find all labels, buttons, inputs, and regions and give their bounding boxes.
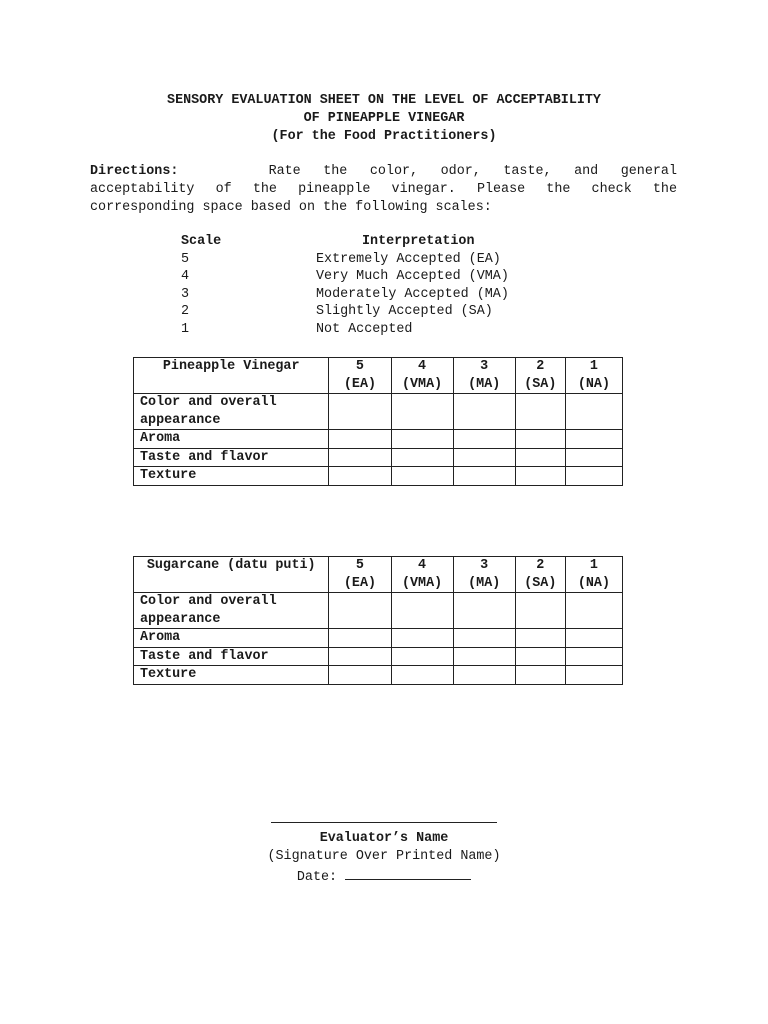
rating-header-5: 5 (EA) xyxy=(329,557,391,593)
evaluator-name-label: Evaluator’s Name xyxy=(319,831,449,846)
directions-label: Directions: xyxy=(90,164,179,179)
rating-cell[interactable] xyxy=(515,593,565,629)
rating-cell[interactable] xyxy=(565,647,622,666)
rating-cell[interactable] xyxy=(329,467,391,486)
table-row xyxy=(134,629,623,648)
rating-cell[interactable] xyxy=(453,394,515,430)
signature-block xyxy=(240,806,528,887)
rating-cell[interactable] xyxy=(453,629,515,648)
rating-header-5: 5 (EA) xyxy=(329,358,391,394)
date-line[interactable] xyxy=(345,866,471,880)
rating-cell[interactable] xyxy=(453,666,515,685)
table-row xyxy=(134,467,623,486)
rating-header-1: 1 (NA) xyxy=(565,358,622,394)
rating-cell[interactable] xyxy=(515,629,565,648)
scale-header: Scale xyxy=(181,234,222,249)
scale-legend xyxy=(181,233,509,339)
rating-cell[interactable] xyxy=(565,666,622,685)
rating-header-1: 1 (NA) xyxy=(565,557,622,593)
scale-value: 5 xyxy=(181,251,190,267)
rating-cell[interactable] xyxy=(565,467,622,486)
rating-header-3: 3 (MA) xyxy=(453,557,515,593)
attribute-label: Taste and flavor xyxy=(134,647,329,666)
rating-cell[interactable] xyxy=(453,467,515,486)
attribute-label: Color and overall appearance xyxy=(134,593,329,629)
scale-value: 1 xyxy=(181,321,190,337)
rating-cell[interactable] xyxy=(329,430,391,449)
sheet-title xyxy=(90,92,678,146)
attribute-label: Taste and flavor xyxy=(134,448,329,467)
rating-cell[interactable] xyxy=(453,593,515,629)
rating-cell[interactable] xyxy=(391,593,453,629)
signature-sub-label: (Signature Over Printed Name) xyxy=(267,849,501,864)
attribute-label: Texture xyxy=(134,467,329,486)
rating-header-2: 2 (SA) xyxy=(515,557,565,593)
title-line-2: OF PINEAPPLE VINEGAR xyxy=(303,111,465,126)
scale-interpretation: Not Accepted xyxy=(316,321,413,337)
rating-cell[interactable] xyxy=(391,666,453,685)
rating-cell[interactable] xyxy=(565,394,622,430)
rating-cell[interactable] xyxy=(515,666,565,685)
rating-cell[interactable] xyxy=(329,593,391,629)
table-row xyxy=(134,647,623,666)
table-row xyxy=(134,666,623,685)
directions-line-2: acceptability of the pineapple vinegar. Please the check the xyxy=(90,182,677,197)
rating-cell[interactable] xyxy=(565,430,622,449)
scale-interpretation: Slightly Accepted (SA) xyxy=(316,304,493,320)
rating-cell[interactable] xyxy=(565,629,622,648)
rating-cell[interactable] xyxy=(329,394,391,430)
scale-interpretation: Moderately Accepted (MA) xyxy=(316,286,509,302)
rating-cell[interactable] xyxy=(515,467,565,486)
rating-cell[interactable] xyxy=(391,647,453,666)
rating-cell[interactable] xyxy=(515,448,565,467)
rating-cell[interactable] xyxy=(515,394,565,430)
scale-value: 3 xyxy=(181,286,190,302)
signature-line[interactable] xyxy=(271,806,497,823)
directions-paragraph xyxy=(90,163,677,217)
table-row xyxy=(134,448,623,467)
rating-cell[interactable] xyxy=(515,430,565,449)
sample-name-header: Pineapple Vinegar xyxy=(134,358,329,394)
rating-cell[interactable] xyxy=(391,394,453,430)
rating-header-2: 2 (SA) xyxy=(515,358,565,394)
attribute-label: Color and overall appearance xyxy=(134,394,329,430)
scale-interpretation: Extremely Accepted (EA) xyxy=(316,251,501,267)
rating-cell[interactable] xyxy=(391,448,453,467)
rating-cell[interactable] xyxy=(565,448,622,467)
rating-cell[interactable] xyxy=(453,430,515,449)
scale-interpretation: Very Much Accepted (VMA) xyxy=(316,269,509,285)
pineapple-vinegar-table xyxy=(133,357,623,486)
title-line-3: (For the Food Practitioners) xyxy=(271,129,497,144)
rating-cell[interactable] xyxy=(391,430,453,449)
table-row xyxy=(134,430,623,449)
date-label: Date: xyxy=(296,870,338,885)
rating-header-4: 4 (VMA) xyxy=(391,557,453,593)
rating-cell[interactable] xyxy=(515,647,565,666)
title-line-1: SENSORY EVALUATION SHEET ON THE LEVEL OF ACCEPTABILITY xyxy=(167,93,601,108)
table-row xyxy=(134,394,623,430)
attribute-label: Aroma xyxy=(134,430,329,449)
directions-line-3: corresponding space based on the following scales: xyxy=(90,200,492,215)
rating-cell[interactable] xyxy=(329,448,391,467)
rating-header-3: 3 (MA) xyxy=(453,358,515,394)
interpretation-header: Interpretation xyxy=(362,234,475,249)
scale-value: 2 xyxy=(181,304,190,320)
directions-line-1: Rate the color, odor, taste, and general xyxy=(268,164,677,179)
rating-header-4: 4 (VMA) xyxy=(391,358,453,394)
attribute-label: Aroma xyxy=(134,629,329,648)
table-header-row xyxy=(134,358,623,394)
rating-cell[interactable] xyxy=(329,666,391,685)
rating-cell[interactable] xyxy=(329,629,391,648)
rating-cell[interactable] xyxy=(391,467,453,486)
sugarcane-vinegar-table xyxy=(133,556,623,685)
rating-cell[interactable] xyxy=(329,647,391,666)
rating-cell[interactable] xyxy=(453,448,515,467)
scale-value: 4 xyxy=(181,269,190,285)
table-header-row xyxy=(134,557,623,593)
rating-cell[interactable] xyxy=(453,647,515,666)
sample-name-header: Sugarcane (datu puti) xyxy=(134,557,329,593)
table-row xyxy=(134,593,623,629)
attribute-label: Texture xyxy=(134,666,329,685)
rating-cell[interactable] xyxy=(565,593,622,629)
rating-cell[interactable] xyxy=(391,629,453,648)
